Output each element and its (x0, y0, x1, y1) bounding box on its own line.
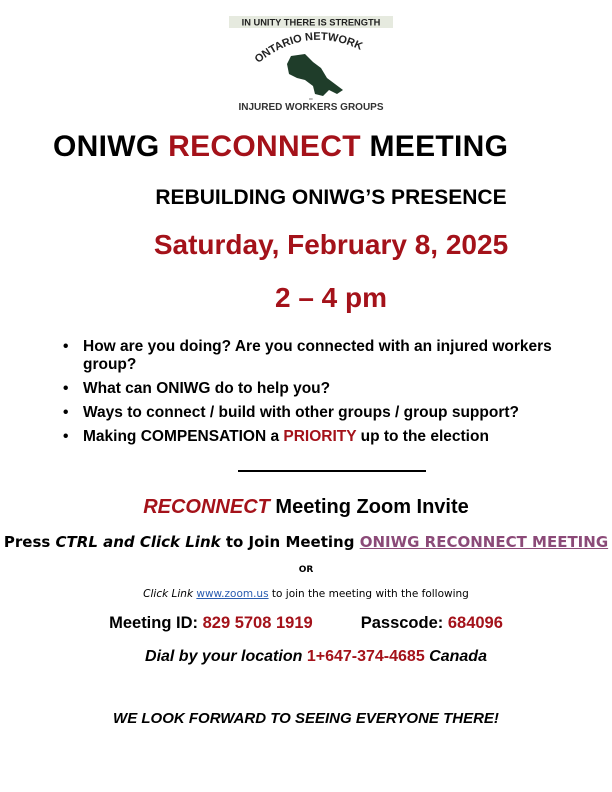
invite-red: RECONNECT (143, 496, 270, 518)
list-item (63, 338, 583, 374)
logo-of: OF (308, 97, 314, 101)
bullet-icon: • (63, 338, 69, 355)
click-text: to join the meeting with the following (268, 588, 469, 600)
divider (238, 470, 426, 472)
list-item-text: Making COMPENSATION a (83, 428, 284, 445)
list-item (63, 380, 583, 398)
logo-arc-text: ONTARIO NETWORK (252, 30, 365, 66)
event-date: Saturday, February 8, 2025 (153, 229, 509, 260)
bullet-icon: • (63, 380, 69, 397)
ontario-map-icon (287, 54, 343, 96)
press-text: Press (3, 533, 56, 551)
logo-bottom-text: INJURED WORKERS GROUPS (238, 102, 384, 112)
list-item-text: What can ONIWG do to help you? (83, 380, 331, 397)
meeting-id-label: Meeting ID: (109, 614, 203, 632)
subtitle: REBUILDING ONIWG’S PRESENCE (155, 186, 507, 209)
agenda-list (63, 338, 583, 452)
or-separator: OR (298, 565, 314, 575)
logo-tagline: IN UNITY THERE IS STRENGTH (241, 17, 381, 28)
title-part1: ONIWG (53, 130, 169, 163)
priority-highlight: PRIORITY (283, 428, 357, 445)
meeting-link[interactable]: ONIWG RECONNECT MEETING (359, 533, 609, 551)
bullet-icon: • (63, 404, 69, 421)
press-italic: CTRL and Click Link (55, 533, 221, 551)
press-instructions (0, 533, 612, 551)
list-item-text: How are you doing? Are you connected with an injured workers group? (83, 338, 552, 373)
event-time: 2 – 4 pm (274, 282, 388, 313)
passcode: 684096 (447, 614, 503, 632)
closing-message: WE LOOK FORWARD TO SEEING EVERYONE THERE! (113, 710, 499, 727)
title-part3: MEETING (360, 130, 509, 163)
bullet-icon: • (63, 428, 69, 445)
page-title (53, 130, 508, 164)
oniwg-logo (225, 14, 397, 112)
zoom-link[interactable]: www.zoom.us (196, 588, 269, 600)
click-text: Click Link (143, 588, 197, 600)
list-item-text: Ways to connect / build with other groups / group support? (83, 404, 519, 421)
dial-label: Dial by your location (145, 648, 307, 665)
invite-heading (0, 496, 612, 519)
title-highlight: RECONNECT (168, 130, 361, 163)
passcode-label: Passcode: (360, 614, 448, 632)
dial-country: Canada (424, 648, 487, 665)
list-item (63, 428, 583, 446)
zoom-instructions (0, 588, 612, 600)
press-text: to Join Meeting (220, 533, 360, 551)
list-item-text: up to the election (356, 428, 489, 445)
dial-number: 1+647-374-4685 (306, 648, 425, 665)
meeting-credentials (0, 614, 612, 633)
invite-rest: Meeting Zoom Invite (269, 496, 469, 518)
list-item (63, 404, 583, 422)
meeting-id: 829 5708 1919 (202, 614, 313, 632)
dial-info (10, 648, 612, 666)
